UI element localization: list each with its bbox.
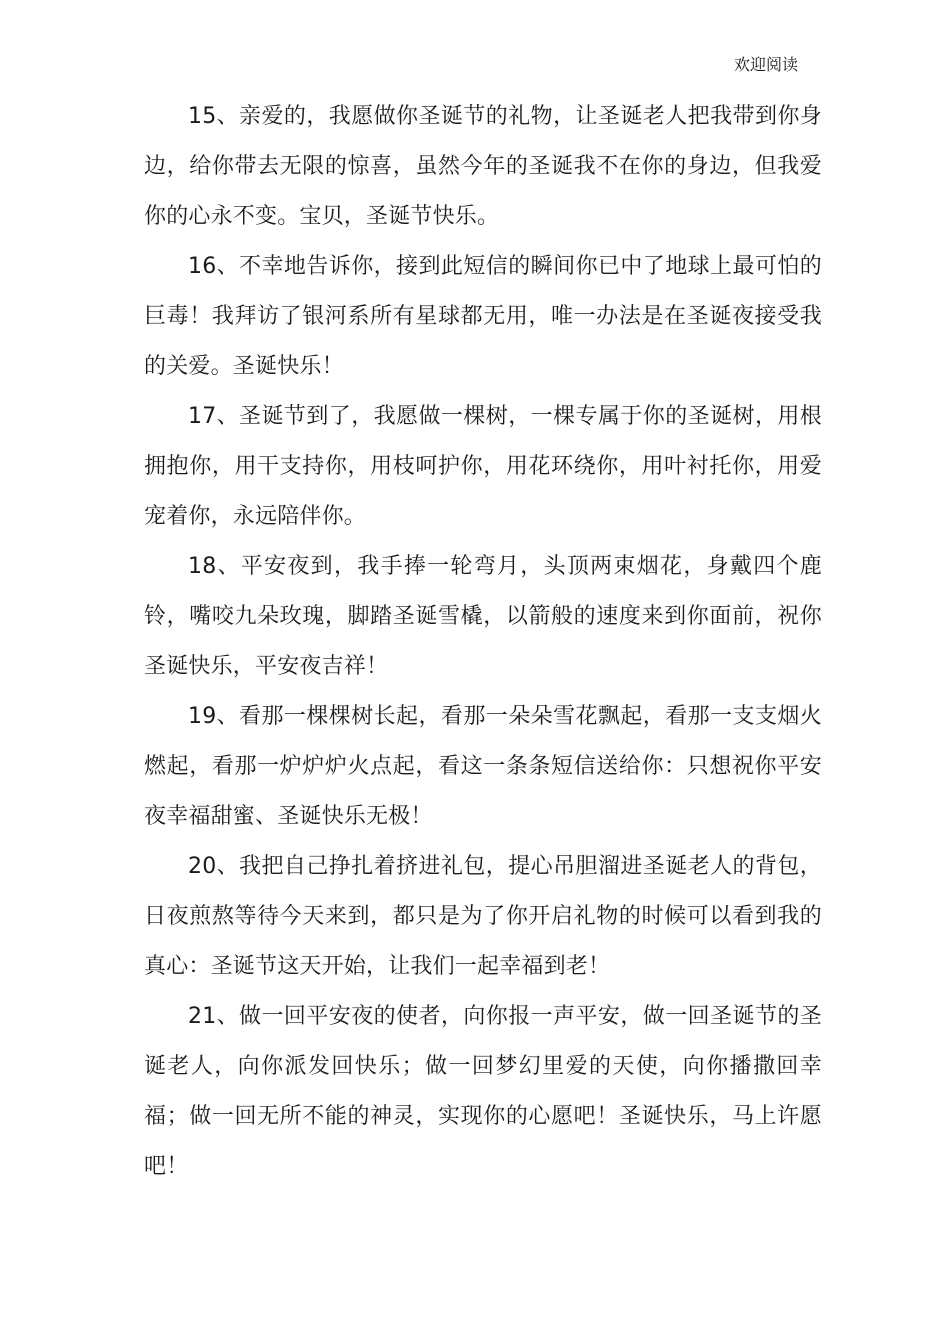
document-body: [144, 92, 822, 1192]
paragraph-16: 16、不幸地告诉你，接到此短信的瞬间你已中了地球上最可怕的巨毒！我拜访了银河系所有星球都无用，唯一办法是在圣诞夜接受我的关爱。圣诞快乐！: [144, 254, 822, 379]
paragraph-20: 20、我把自己挣扎着挤进礼包，提心吊胆溜进圣诞老人的背包，日夜煎熬等待今天来到，都只是为了你开启礼物的时候可以看到我的真心：圣诞节这天开始，让我们一起幸福到老！: [144, 854, 822, 979]
paragraph-19: 19、看那一棵棵树长起，看那一朵朵雪花飘起，看那一支支烟火燃起，看那一炉炉炉火点起，看这一条条短信送给你：只想祝你平安夜幸福甜蜜、圣诞快乐无极！: [144, 704, 822, 829]
paragraph-21: 21、做一回平安夜的使者，向你报一声平安，做一回圣诞节的圣诞老人，向你派发回快乐；做一回梦幻里爱的天使，向你播撒回幸福；做一回无所不能的神灵，实现你的心愿吧！圣诞快乐，马上许愿吧！: [144, 1004, 822, 1179]
paragraph-18: 18、平安夜到，我手捧一轮弯月，头顶两束烟花，身戴四个鹿铃，嘴咬九朵玫瑰，脚踏圣诞雪橇，以箭般的速度来到你面前，祝你圣诞快乐，平安夜吉祥！: [144, 554, 822, 679]
header-note: 欢迎阅读: [733, 55, 798, 74]
paragraph-17: 17、圣诞节到了，我愿做一棵树，一棵专属于你的圣诞树，用根拥抱你，用干支持你，用枝呵护你，用花环绕你，用叶衬托你，用爱宠着你，永远陪伴你。: [144, 404, 822, 529]
paragraph-15: 15、亲爱的，我愿做你圣诞节的礼物，让圣诞老人把我带到你身边，给你带去无限的惊喜，虽然今年的圣诞我不在你的身边，但我爱你的心永不变。宝贝，圣诞节快乐。: [144, 104, 822, 229]
